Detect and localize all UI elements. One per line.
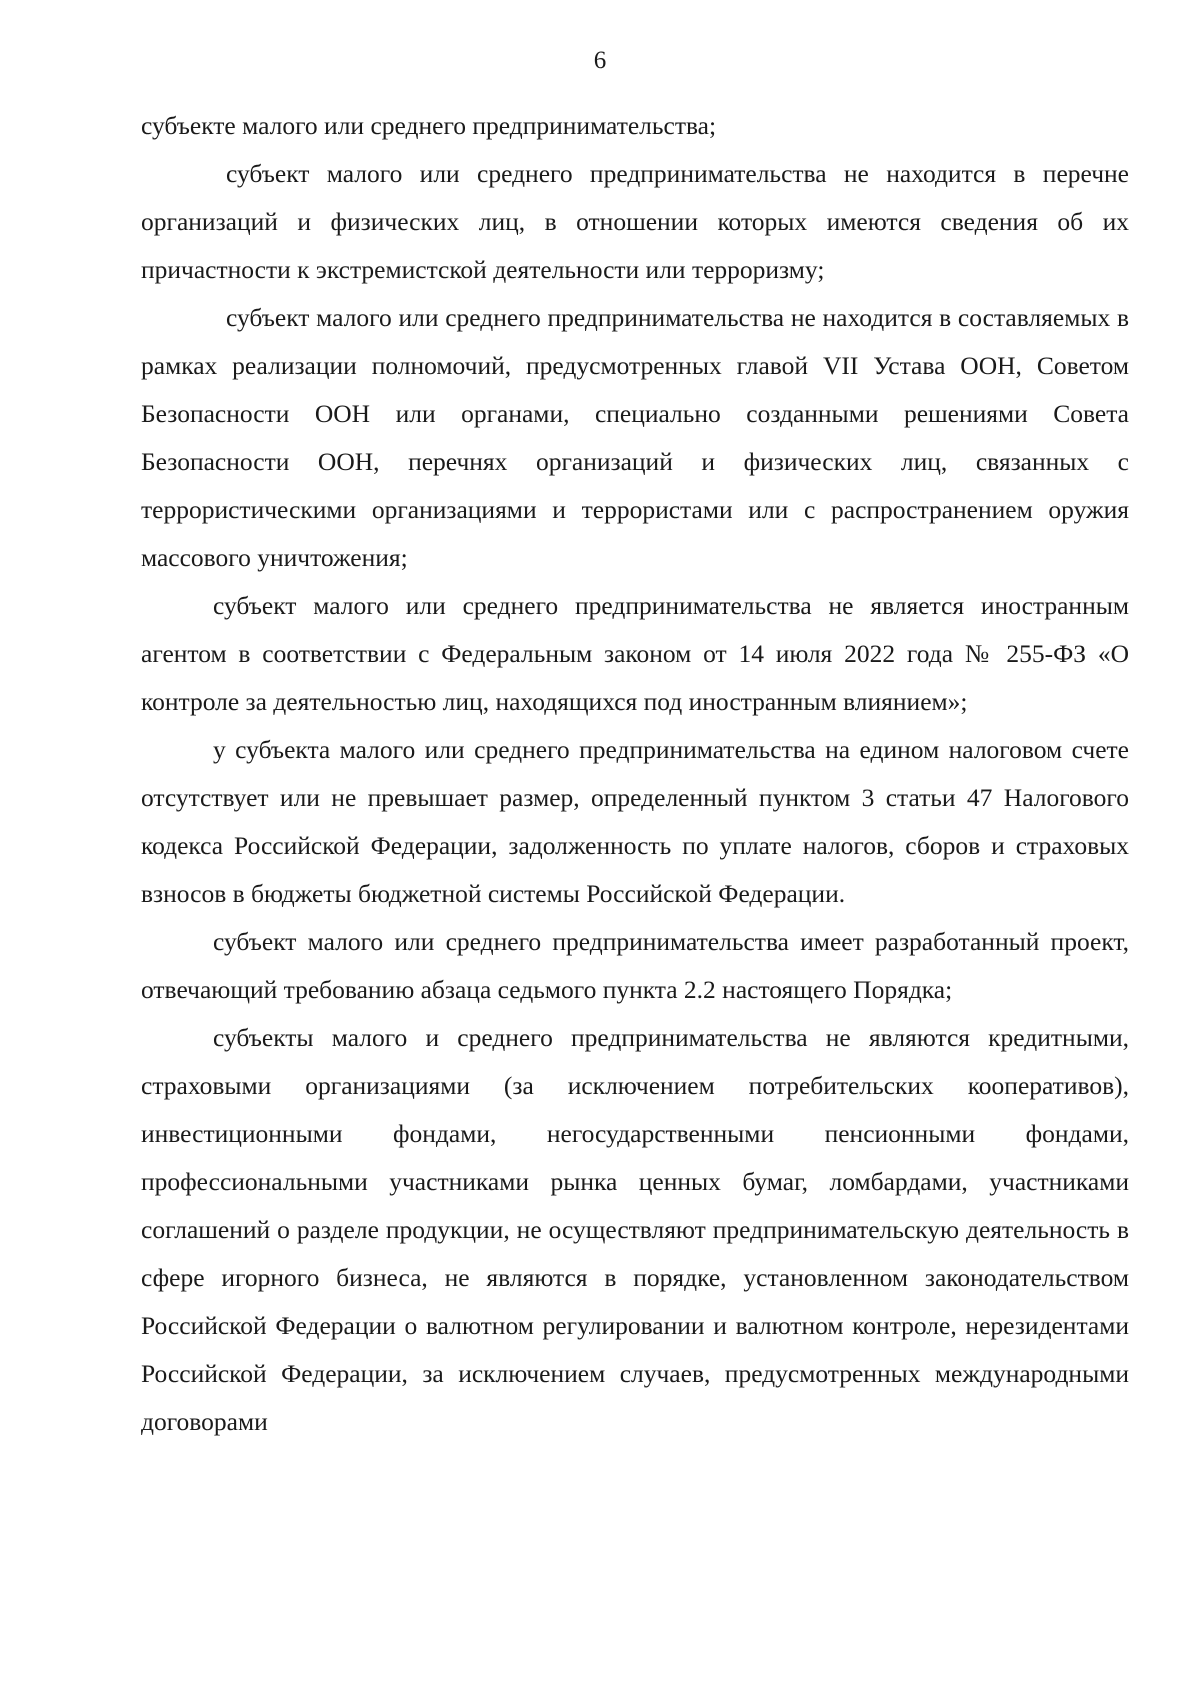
document-body (141, 102, 1129, 1446)
paragraph-project-requirement: субъект малого или среднего предпринимательства имеет разработанный проект, отвечающий требованию абзаца седьмого пункта 2.2 настоящего Порядка; (141, 927, 1129, 1004)
paragraph-un-security-council-list: субъект малого или среднего предпринимательства не находится в составляемых в рамках реализации полномочий, предусмотренных главой VII Устава ООН, Советом Безопасности ООН или органами, специально созданными решениями Совета Безопасности ООН, перечнях организаций и физических лиц, связанных с террористическими организациями и террористами или с распространением оружия массового уничтожения; (141, 303, 1129, 572)
paragraph-tax-debt: у субъекта малого или среднего предпринимательства на едином налоговом счете отсутствует или не превышает размер, определенный пунктом 3 статьи 47 Налогового кодекса Российской Федерации, задолженность по уплате налогов, сборов и страховых взносов в бюджеты бюджетной системы Российской Федерации. (141, 735, 1129, 908)
paragraph-extremism-list: субъект малого или среднего предпринимательства не находится в перечне организаций и физических лиц, в отношении которых имеются сведения об их причастности к экстремистской деятельности или терроризму; (141, 159, 1129, 284)
page-number: 6 (593, 47, 607, 74)
paragraph-foreign-agent: субъект малого или среднего предпринимательства не является иностранным агентом в соответствии с Федеральным законом от 14 июля 2022 года № 255-ФЗ «О контроле за деятельностью лиц, находящихся под иностранным влиянием»; (141, 591, 1129, 716)
paragraph-continuation: субъекте малого или среднего предпринимательства; (141, 111, 717, 140)
paragraph-excluded-organizations: субъекты малого и среднего предпринимательства не являются кредитными, страховыми организациями (за исключением потребительских кооперативов), инвестиционными фондами, негосударственными пенсионными фондами, профессиональными участниками рынка ценных бумаг, ломбардами, участниками соглашений о разделе продукции, не осуществляют предпринимательскую деятельность в сфере игорного бизнеса, не являются в порядке, установленном законодательством Российской Федерации о валютном регулировании и валютном контроле, нерезидентами Российской Федерации, за исключением случаев, предусмотренных международными договорами (141, 1023, 1129, 1436)
